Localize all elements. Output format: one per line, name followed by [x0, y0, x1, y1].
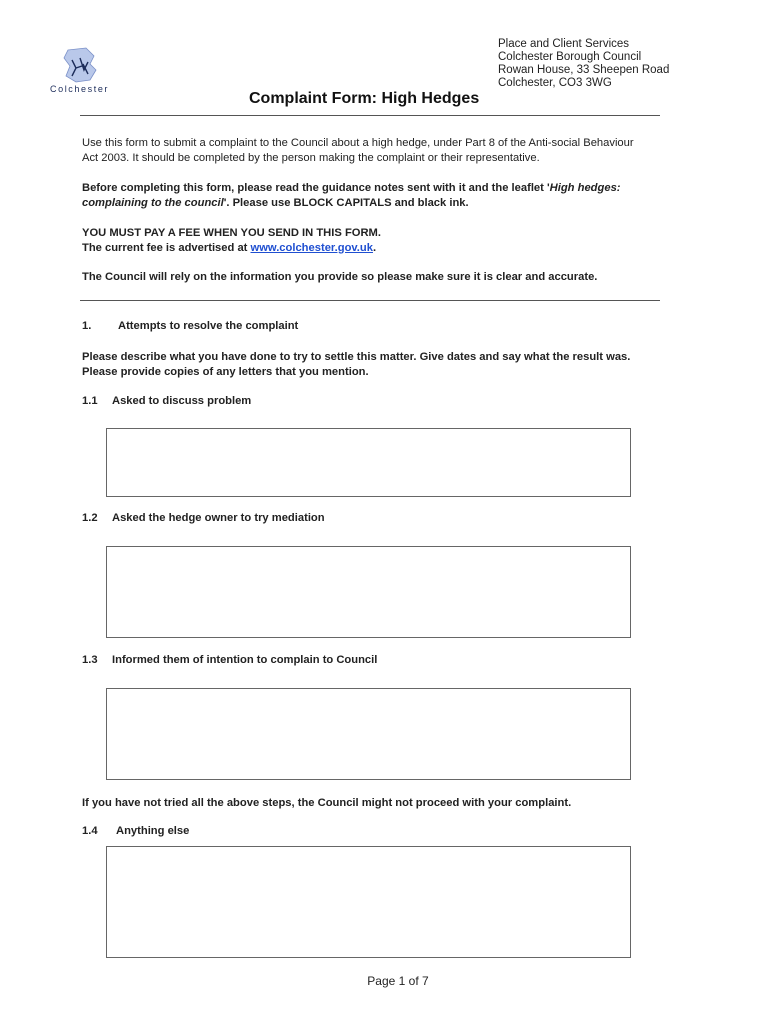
logo-text: Colchester [50, 84, 110, 94]
fee-line: YOU MUST PAY A FEE WHEN YOU SEND IN THIS FORM. [82, 227, 381, 239]
leaflet-title: High hedges: complaining to the council [82, 182, 621, 209]
guidance-text: Before completing this form, please read the guidance notes sent with it and the leaflet ' [82, 182, 550, 194]
address-line: Rowan House, 33 Sheepen Road [498, 64, 670, 76]
accuracy-notice: The Council will rely on the information you provide so please make sure it is clear and accurate. [82, 271, 598, 283]
section-divider [80, 300, 660, 301]
council-website-link[interactable]: www.colchester.gov.uk [250, 241, 373, 254]
section-instructions: Please describe what you have done to try to settle this matter. Give dates and say what the result was. Please provide copies of any letters that you mention. [82, 351, 631, 378]
intro-paragraph [82, 136, 672, 165]
question-label: 1.2 Asked the hedge owner to try mediation [82, 512, 325, 524]
answer-box-mediation[interactable] [106, 546, 631, 638]
guidance-text: '. Please use BLOCK CAPITALS and black ink. [223, 196, 469, 209]
address-line: Colchester, CO3 3WG [498, 77, 612, 89]
section-heading [82, 320, 298, 332]
proceed-warning: If you have not tried all the above steps, the Council might not proceed with your complaint. [82, 797, 572, 809]
page-title: Complaint Form: High Hedges [249, 90, 480, 107]
answer-box-discuss-problem[interactable] [106, 428, 631, 497]
address-line: Colchester Borough Council [498, 51, 642, 63]
question-label: 1.4 Anything else [82, 825, 190, 837]
section-title: Attempts to resolve the complaint [118, 320, 299, 332]
page-number: Page 1 of 7 [367, 974, 429, 988]
address-line: Place and Client Services [498, 38, 630, 50]
answer-box-intention-to-complain[interactable] [106, 688, 631, 780]
answer-box-anything-else[interactable] [106, 846, 631, 958]
guidance-paragraph [82, 181, 662, 210]
title-divider [80, 115, 660, 116]
fee-line: The current fee is advertised at [82, 241, 251, 254]
question-label: 1.3 Informed them of intention to complain to Council [82, 654, 378, 666]
council-address [498, 38, 669, 90]
section-number: 1. [82, 320, 92, 332]
question-label: 1.1 Asked to discuss problem [82, 395, 252, 407]
intro-line: Use this form to submit a complaint to the Council about a high hedge, under Part 8 of the Anti-social Behaviour [82, 137, 634, 149]
intro-line: Act 2003. It should be completed by the person making the complaint or their representative. [82, 151, 540, 164]
fee-notice: YOU MUST PAY A FEE WHEN YOU SEND IN THIS FORM. The current fee is advertised at www.colchester.gov.uk. [82, 226, 672, 255]
